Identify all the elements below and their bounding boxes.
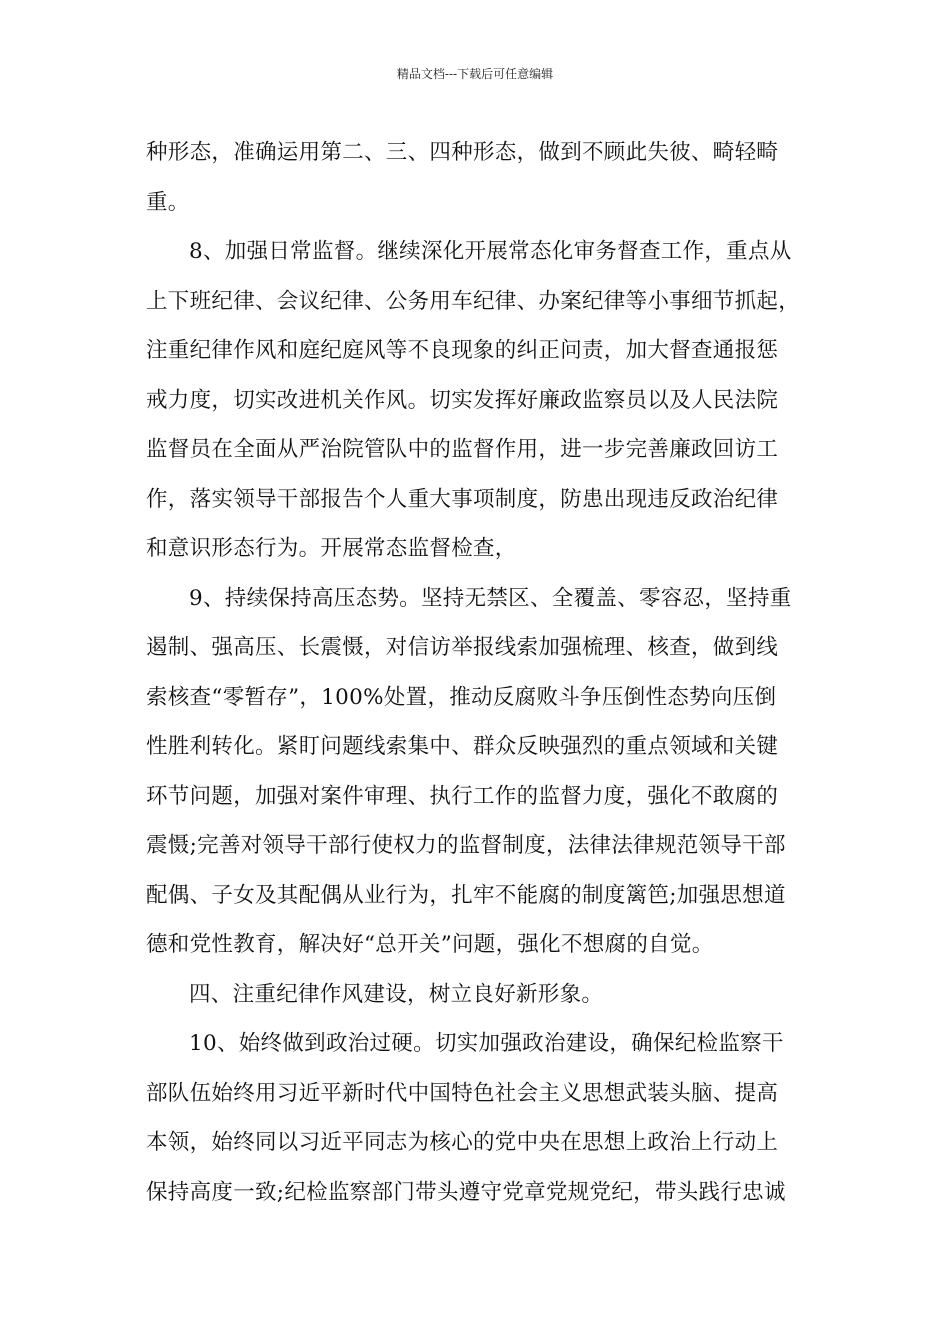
text-line: 索核查“零暂存”，100%处置，推动反腐败斗争压倒性态势向压倒 <box>146 684 777 710</box>
text-line: 作，落实领导干部报告个人重大事项制度，防患出现违反政治纪律 <box>146 486 779 512</box>
text-line: 德和党性教育，解决好“总开关”问题，强化不想腐的自觉。 <box>146 932 714 957</box>
text-line: 戒力度，切实改进机关作风。切实发挥好廉政监察员以及人民法院 <box>146 387 779 413</box>
text-line: 震慑;完善对领导干部行使权力的监督制度，法律法律规范领导干部 <box>146 833 786 858</box>
text-line: 遏制、强高压、长震慑，对信访举报线索加强梳理、核查，做到线 <box>146 635 779 660</box>
text-line: 保持高度一致;纪检监察部门带头遵守党章党规党纪，带头践行忠诚 <box>146 1179 786 1205</box>
text-line: 性胜利转化。紧盯问题线索集中、群众反映强烈的重点领域和关键 <box>146 734 779 759</box>
page-header: 精品文档---下载后可任意编辑 <box>396 67 554 81</box>
section-heading: 四、注重纪律作风建设，树立良好新形象。 <box>189 981 604 1007</box>
text-line: 重。 <box>146 189 190 215</box>
paragraph-9-start: 9、持续保持高压态势。坚持无禁区、全覆盖、零容忍，坚持重 <box>189 585 792 611</box>
paragraph-8-start: 8、加强日常监督。继续深化开展常态化审务督查工作，重点从 <box>189 239 792 264</box>
text-line: 上下班纪律、会议纪律、公务用车纪律、办案纪律等小事细节抓起， <box>146 288 801 314</box>
text-line: 监督员在全面从严治院管队中的监督作用，进一步完善廉政回访工 <box>146 437 779 462</box>
text-line: 环节问题，加强对案件审理、执行工作的监督力度，强化不敢腐的 <box>146 783 779 809</box>
text-line: 注重纪律作风和庭纪庭风等不良现象的纠正问责，加大督查通报惩 <box>146 338 779 363</box>
paragraph-10-start: 10、始终做到政治过硬。切实加强政治建设，确保纪检监察干 <box>189 1031 784 1056</box>
text-line: 种形态，准确运用第二、三、四种形态，做到不顾此失彼、畸轻畸 <box>146 140 779 165</box>
text-line: 本领，始终同以习近平同志为核心的党中央在思想上政治上行动上 <box>146 1130 779 1155</box>
text-line: 配偶、子女及其配偶从业行为，扎牢不能腐的制度篱笆;加强思想道 <box>146 882 786 908</box>
text-line: 部队伍始终用习近平新时代中国特色社会主义思想武装头脑、提高 <box>146 1080 779 1106</box>
document-body <box>146 128 814 1217</box>
text-line: 和意识形态行为。开展常态监督检查， <box>146 536 517 561</box>
